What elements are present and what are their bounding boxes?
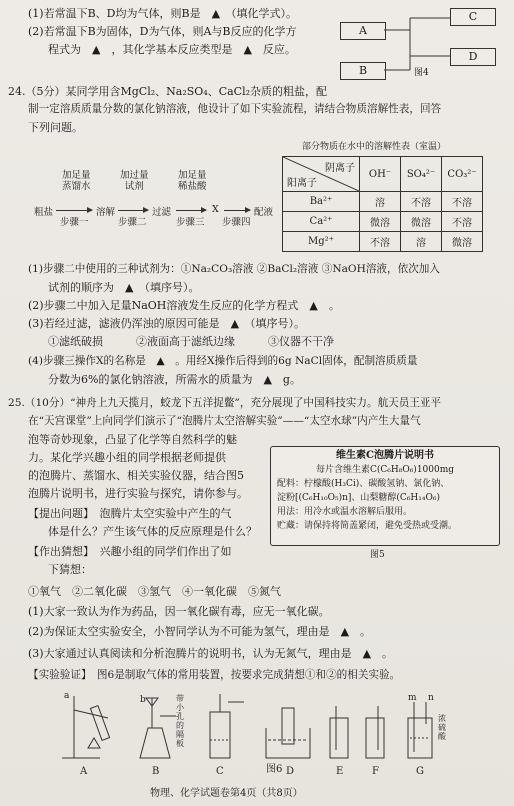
flow-step4: 步骤四 xyxy=(222,217,251,228)
fig4-box-d: D xyxy=(450,48,496,66)
fig4-box-a: A xyxy=(340,22,386,40)
q25-line4: 力。某化学兴趣小组的同学根据老师提供 xyxy=(28,451,226,464)
flow-arrow-2 xyxy=(118,210,148,211)
fig6-label-b: B xyxy=(152,766,160,777)
flow-dissolve: 溶解 xyxy=(96,207,116,218)
q24-s3-options: ①滤纸破损 ②液面高于滤纸边缘 ③仪器不干净 xyxy=(48,335,334,348)
q25-line6: 泡腾片说明书，进行实验与探究，请你参与。 xyxy=(28,487,248,500)
cation-mg: Mg²⁺ xyxy=(283,232,360,252)
manual-line2: 配料：柠檬酸(H₃Ci)、碳酸氢钠、氯化钠、 xyxy=(277,479,450,489)
solubility-table xyxy=(282,156,483,252)
flow-arrow-4 xyxy=(224,210,250,211)
page-footer: 物理、化学试题卷第4页（共8页） xyxy=(150,788,303,799)
anion-so4: SO₄²⁻ xyxy=(401,157,442,192)
q24-line1: 24.（5分）某同学用含MgCl₂、Na₂SO₄、CaCl₂杂质的粗盐，配 xyxy=(8,85,328,98)
table-cell: 不溶 xyxy=(442,212,483,232)
table-corner xyxy=(283,157,360,192)
q24-line3: 下列问题。 xyxy=(28,121,83,134)
fig6-label-c: C xyxy=(216,766,224,777)
apparatus-e-icon xyxy=(330,706,348,758)
q25-verify: 【实验验证】 图6是制取气体的常用装置，按要求完成猜想①和②的相关实验。 xyxy=(28,669,401,681)
fig6-mark-b: b xyxy=(140,695,146,705)
apparatus-f-icon xyxy=(366,706,384,758)
table-cell: 溶 xyxy=(360,192,401,212)
flow-filter: 过滤 xyxy=(152,207,172,218)
q25-line10: 下猜想： xyxy=(48,563,92,576)
q25-hypotheses: ①氧气 ②二氧化碳 ③氢气 ④一氧化碳 ⑤氮气 xyxy=(28,585,281,598)
flow-step2: 步骤二 xyxy=(118,217,147,228)
cation-ca: Ca²⁺ xyxy=(283,212,360,232)
apparatus-g-icon xyxy=(408,702,432,758)
flow-step3: 步骤三 xyxy=(176,217,205,228)
apparatus-b-icon xyxy=(140,698,176,758)
flow-arrow-1 xyxy=(56,210,92,211)
anion-oh: OH⁻ xyxy=(360,157,401,192)
fig4-box-b: B xyxy=(340,62,386,80)
fig6-label-f: F xyxy=(372,766,379,777)
table-cell: 不溶 xyxy=(442,192,483,212)
q25-line2: 在“天宫课堂”上向同学们演示了“泡腾片太空溶解实验”——“太空水球”内产生大量气 xyxy=(28,415,421,427)
q25-line7: 【提出问题】 泡腾片太空实验中产生的气 xyxy=(28,507,232,520)
q24-s4a: (4)步骤三操作X的名称是 ▲ 。用经X操作后得到的6g NaCl固体，配制溶质质量 xyxy=(28,355,418,367)
fig6-label-a: A xyxy=(80,766,88,777)
q25-line8: 体是什么？产生该气体的反应原理是什么？ xyxy=(48,525,257,538)
fig6-apparatus xyxy=(60,688,480,780)
q24-s2: (2)步骤二中加入足量NaOH溶液发生反应的化学方程式 ▲ 。 xyxy=(28,299,340,312)
fig6-label-d: D xyxy=(286,766,295,777)
cation-label: 阳离子 xyxy=(287,178,317,189)
q25-line5: 的泡腾片、蒸馏水、相关实验仪器，结合图5 xyxy=(28,469,244,482)
manual-line3: 淀粉[(C₆H₁₀O₅)n]、山梨糖醇(C₆H₁₄O₆) xyxy=(277,493,440,503)
flow-op2: 加过量 试剂 xyxy=(120,170,149,192)
q24-s1a: (1)步骤二中使用的三种试剂为：①Na₂CO₃溶液 ②BaCl₂溶液 ③NaOH溶液，依次加入 xyxy=(28,263,440,275)
flow-start: 粗盐 xyxy=(34,207,54,218)
flow-end: 配液 xyxy=(254,207,274,218)
fig6-hole-label: 带小孔的隔板 xyxy=(176,694,184,748)
fig6-label-g: G xyxy=(416,766,424,777)
apparatus-d-icon xyxy=(266,708,310,758)
q24-s4b: 分数为6%的氯化钠溶液，所需水的质量为 ▲ g。 xyxy=(48,373,301,386)
fig4-box-c: C xyxy=(450,8,496,26)
manual-line4: 用法：用冷水或温水溶解后服用。 xyxy=(277,507,413,517)
fig6-label-e: E xyxy=(336,766,344,777)
fig4-caption: 图4 xyxy=(414,68,429,78)
table-cell: 溶 xyxy=(401,232,442,252)
apparatus-a-icon xyxy=(62,696,110,758)
flow-op3: 加足量 稀盐酸 xyxy=(178,170,207,192)
q25-sub3: (3)大家通过认真阅读和分析泡腾片的说明书，认为无氮气，理由是 ▲ 。 xyxy=(28,647,394,660)
anion-label: 阴离子 xyxy=(325,163,355,174)
cation-ba: Ba²⁺ xyxy=(283,192,360,212)
flow-step1: 步骤一 xyxy=(60,217,89,228)
fig6-mark-n: n xyxy=(428,693,434,703)
q24-s1b: 试剂的顺序为 ▲ （填序号）。 xyxy=(48,281,200,294)
q25-sub2: (2)为保证太空实验安全，小智同学认为不可能为氢气，理由是 ▲ 。 xyxy=(28,625,372,638)
q23-part1: (1)若常温下B、D均为气体，则B是 ▲ （填化学式）。 xyxy=(28,7,298,20)
q25-sub1: (1)大家一致认为作为药品，因一氧化碳有毒，应无一氧化碳。 xyxy=(28,605,330,618)
fig6-mark-m: m xyxy=(408,693,417,703)
manual-line1: 每片含维生素C(C₆H₈O₆)1000mg xyxy=(315,465,455,475)
flow-diagram xyxy=(0,148,290,228)
anion-co3: CO₃²⁻ xyxy=(442,157,483,192)
fig6-mark-a: a xyxy=(64,691,70,701)
q24-line2: 制一定溶质质量分数的氯化钠溶液，他设计了如下实验流程，请结合物质溶解性表，回答 xyxy=(28,103,442,115)
manual-line5: 贮藏：请保持将简盖紧闭，避免受热或受潮。 xyxy=(277,521,458,531)
fig5-manual-box xyxy=(270,446,500,546)
fig5-caption: 图5 xyxy=(370,550,385,560)
apparatus-c-icon xyxy=(210,694,244,758)
solubility-grid xyxy=(282,156,483,252)
fig6-caption: 图6 xyxy=(266,764,283,775)
q23-part2-cont: 程式为 ▲ ，其化学基本反应类型是 ▲ 反应。 xyxy=(48,43,296,56)
fig6-acid-label: 浓硫酸 xyxy=(438,714,446,741)
q25-line3: 泡等奇妙现象，凸显了化学等自然科学的魅 xyxy=(28,433,237,446)
manual-title: 维生素C泡腾片说明书 xyxy=(336,450,434,461)
table-cell: 不溶 xyxy=(401,192,442,212)
table-cell: 微溶 xyxy=(401,212,442,232)
table-cell: 微溶 xyxy=(360,212,401,232)
solubility-title: 部分物质在水中的溶解性表（室温） xyxy=(302,142,447,152)
q24-s3: (3)若经过滤，滤液仍浑浊的原因可能是 ▲ （填序号）。 xyxy=(28,317,306,330)
q25-line1: 25.（10分）“神舟上九天揽月，蛟龙下五洋捉鳖”，充分展现了中国科技实力。航天员王亚平 xyxy=(8,397,442,409)
q23-part2: (2)若常温下B为固体，D为气体，则A与B反应的化学方 xyxy=(28,25,297,38)
table-cell: 不溶 xyxy=(360,232,401,252)
flow-arrow-3 xyxy=(176,210,206,211)
flow-op1: 加足量 蒸馏水 xyxy=(62,170,91,192)
q25-line9: 【作出猜想】 兴趣小组的同学们作出了如 xyxy=(28,545,232,558)
table-cell: 微溶 xyxy=(442,232,483,252)
flow-x: X xyxy=(212,204,219,215)
